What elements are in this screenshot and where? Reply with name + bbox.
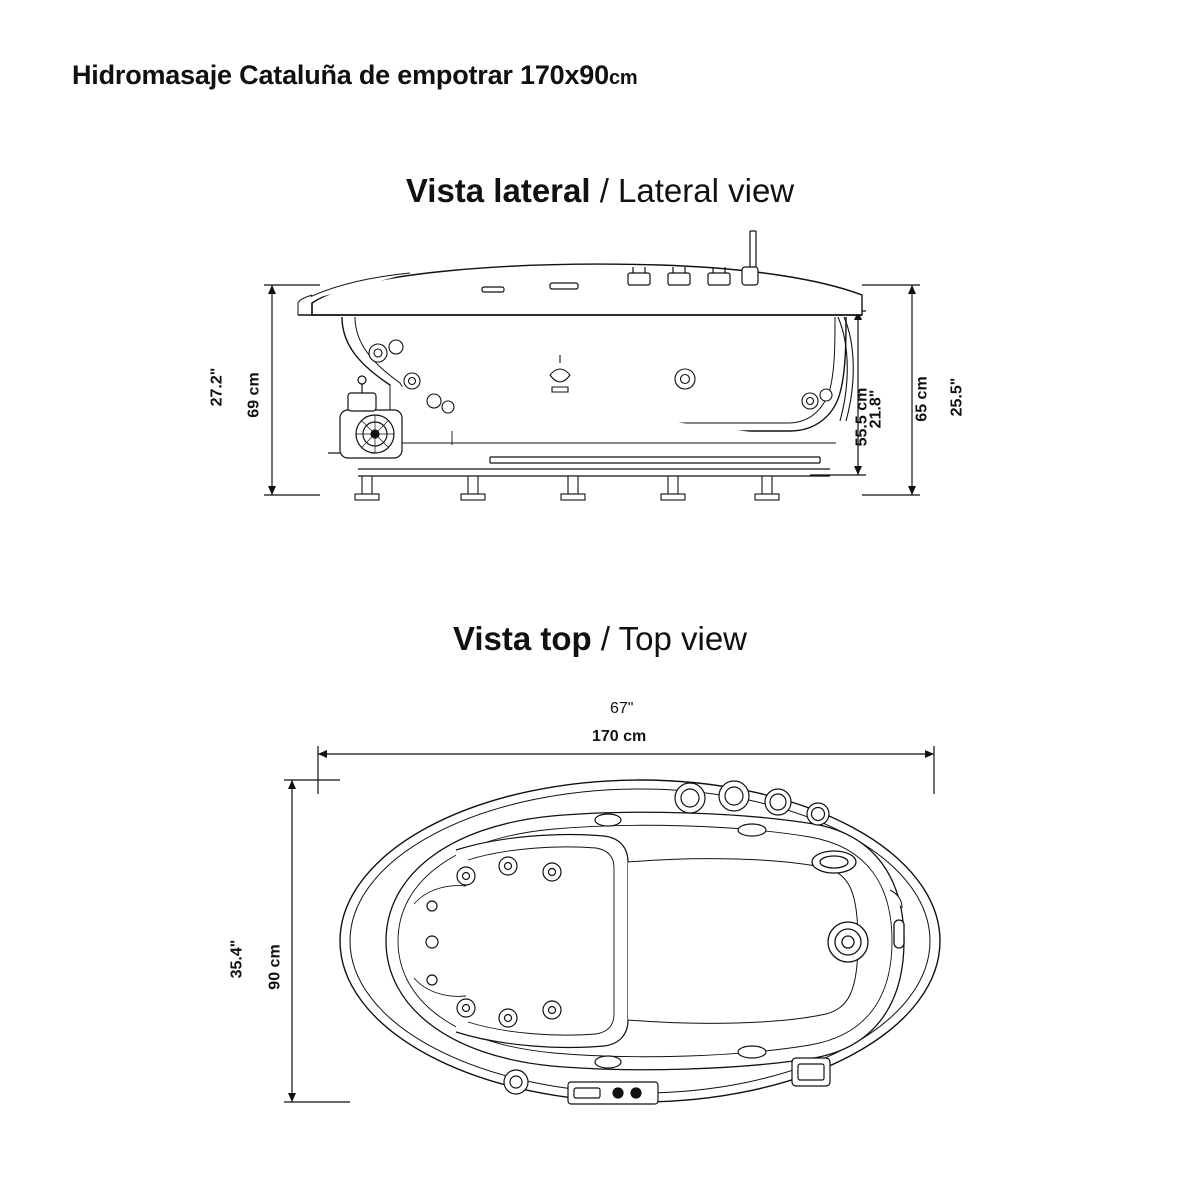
section-heading-top-light: / Top view (591, 620, 748, 657)
section-heading-lateral (0, 172, 1200, 210)
support-frame (358, 457, 830, 476)
dim-label-inner-inches: 21.8" (867, 389, 885, 429)
dim-label-length-inches: 67" (610, 700, 634, 717)
dim-label-right-cm: 65 cm (913, 376, 931, 422)
dim-label-right-inches: 25.5" (948, 377, 966, 417)
section-heading-top-bold: Vista top (452, 620, 592, 657)
dimension-left-69cm (264, 285, 320, 495)
page-title-text: Hidromasaje Cataluña de empotrar 170x90 (72, 60, 609, 90)
lateral-view-drawing (190, 225, 990, 545)
dim-label-left-cm: 69 cm (245, 372, 263, 418)
dim-label-inner-cm: 55.5 cm (853, 387, 871, 447)
dim-label-width-cm: 90 cm (266, 944, 284, 990)
dim-label-width-inches: 35.4" (228, 939, 246, 979)
dim-label-length-cm: 170 cm (592, 728, 647, 745)
section-heading-lateral-bold: Vista lateral (405, 172, 591, 209)
dim-label-left-inches: 27.2" (208, 367, 226, 407)
section-heading-top (0, 620, 1200, 658)
top-view-drawing (200, 690, 1000, 1130)
adjustable-feet (355, 476, 779, 500)
section-heading-lateral-light: / Lateral view (590, 172, 795, 209)
page-title-unit: cm (608, 67, 638, 89)
page-title (72, 60, 637, 91)
